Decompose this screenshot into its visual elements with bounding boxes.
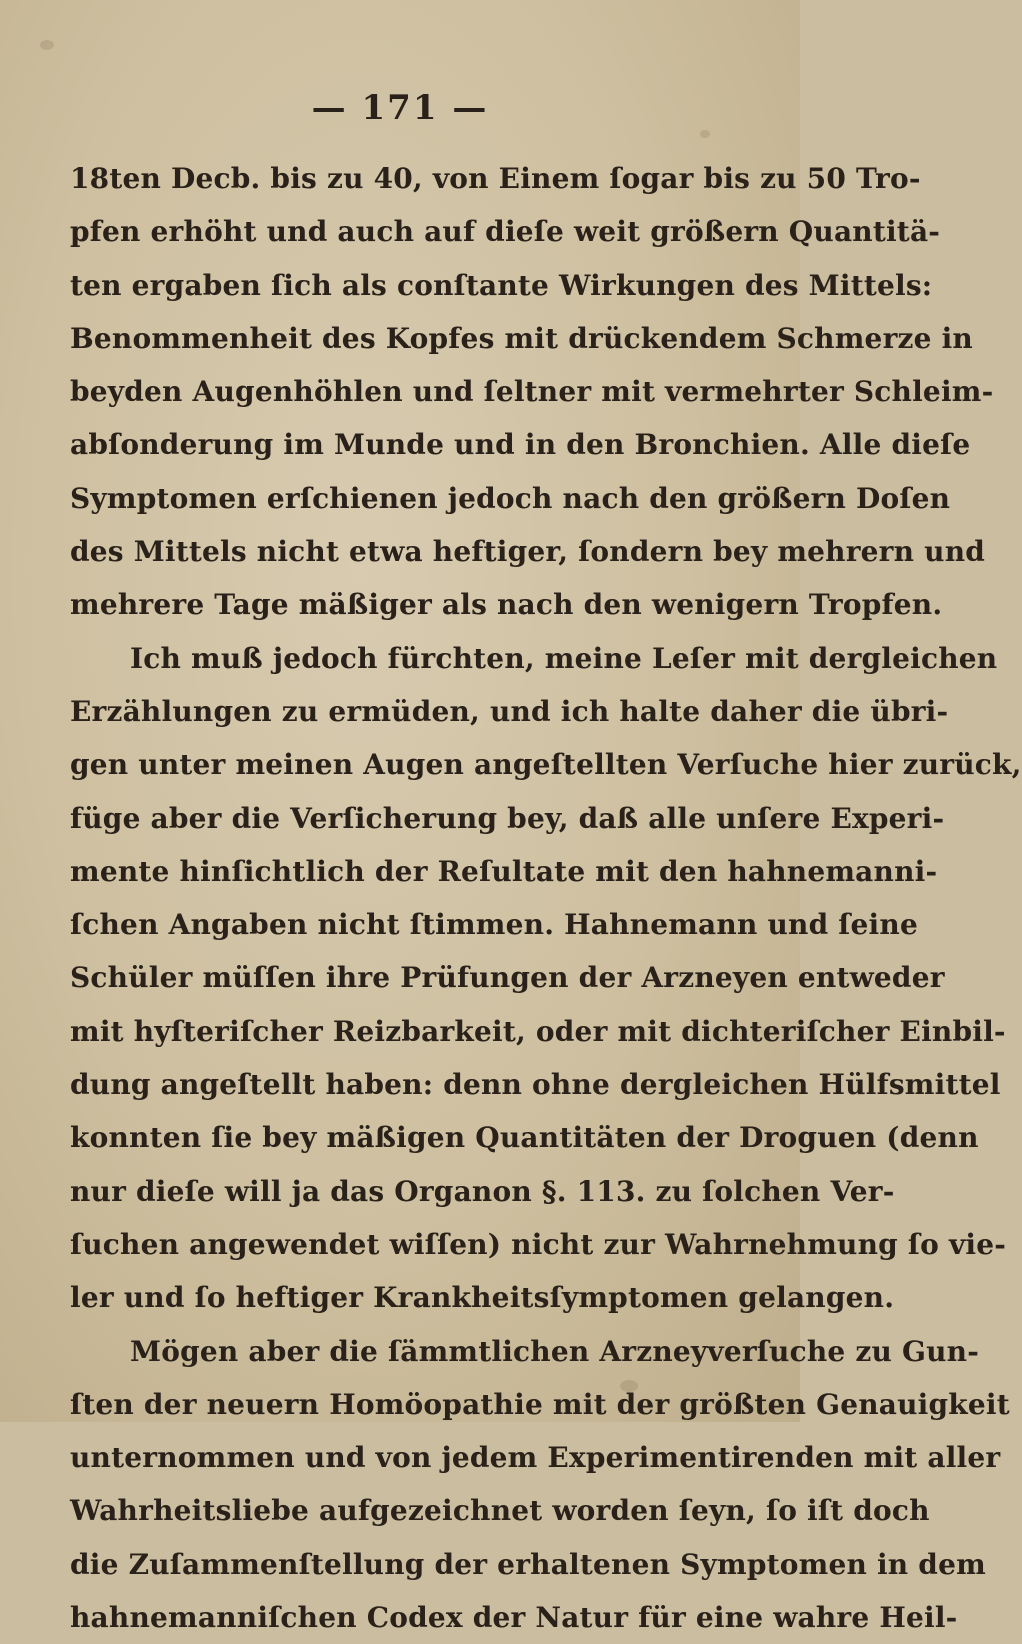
text-line: dung angeſtellt haben: denn ohne dergleichen Hülfsmittel — [70, 1068, 1001, 1102]
text-line: beyden Augenhöhlen und ſeltner mit vermehrter Schleim- — [70, 375, 994, 409]
text-line: mente hinſichtlich der Reſultate mit den hahnemanni- — [70, 854, 938, 888]
text-line: Symptomen erſchienen jedoch nach den größern Doſen — [70, 481, 951, 515]
text-line: ſchen Angaben nicht ſtimmen. Hahnemann und ſeine — [70, 908, 918, 942]
text-line: konnten ſie bey mäßigen Quantitäten der Droguen (denn — [70, 1121, 979, 1155]
text-line: unternommen und von jedem Experimentirenden mit aller — [70, 1441, 1001, 1475]
paper-stain — [700, 130, 710, 138]
text-line: abſonderung im Munde und in den Bronchien. Alle dieſe — [70, 428, 971, 462]
text-line: gen unter meinen Augen angeſtellten Verſuche hier zurück, — [70, 748, 1022, 782]
text-line: ſten der neuern Homöopathie mit der größten Genauigkeit — [70, 1387, 1010, 1421]
page-number-header: — 171 — — [311, 88, 489, 128]
text-line: pfen erhöht und auch auf dieſe weit größern Quantitä- — [70, 215, 941, 249]
paragraph-start-line: Mögen aber die ſämmtlichen Arzneyverſuche zu Gun- — [130, 1334, 980, 1368]
text-line: 18ten Decb. bis zu 40, von Einem ſogar bis zu 50 Tro- — [70, 162, 921, 195]
text-line: mehrere Tage mäßiger als nach den wenigern Tropfen. — [70, 588, 943, 622]
text-line: ſuchen angewendet wiſſen) nicht zur Wahrnehmung ſo vie- — [70, 1227, 1007, 1261]
body-text — [70, 152, 1022, 1644]
text-line: mit hyſteriſcher Reizbarkeit, oder mit dichteriſcher Einbil- — [70, 1014, 1006, 1048]
paper-stain — [40, 40, 54, 50]
text-line: nur dieſe will ja das Organon §. 113. zu ſolchen Ver- — [70, 1174, 895, 1208]
paragraph-start-line: Ich muß jedoch fürchten, meine Leſer mit dergleichen — [130, 641, 998, 675]
text-line: Wahrheitsliebe aufgezeichnet worden ſeyn, ſo iſt doch — [70, 1494, 930, 1528]
text-line: ten ergaben ſich als conſtante Wirkungen des Mittels: — [70, 268, 933, 302]
text-line: Erzählungen zu ermüden, und ich halte daher die übri- — [70, 694, 949, 728]
text-line: hahnemanniſchen Codex der Natur für eine wahre Heil- — [70, 1601, 958, 1635]
text-line: Schüler müſſen ihre Prüfungen der Arzneyen entweder — [70, 961, 945, 995]
text-line: des Mittels nicht etwa heftiger, ſondern bey mehrern und — [70, 535, 986, 569]
text-line: ler und ſo heftiger Krankheitsſymptomen gelangen. — [70, 1281, 895, 1315]
text-line: Benommenheit des Kopfes mit drückendem Schmerze in — [70, 321, 973, 355]
text-line: füge aber die Verſicherung bey, daß alle unſere Experi- — [70, 801, 945, 835]
text-line: die Zuſammenſtellung der erhaltenen Symptomen in dem — [70, 1547, 986, 1581]
